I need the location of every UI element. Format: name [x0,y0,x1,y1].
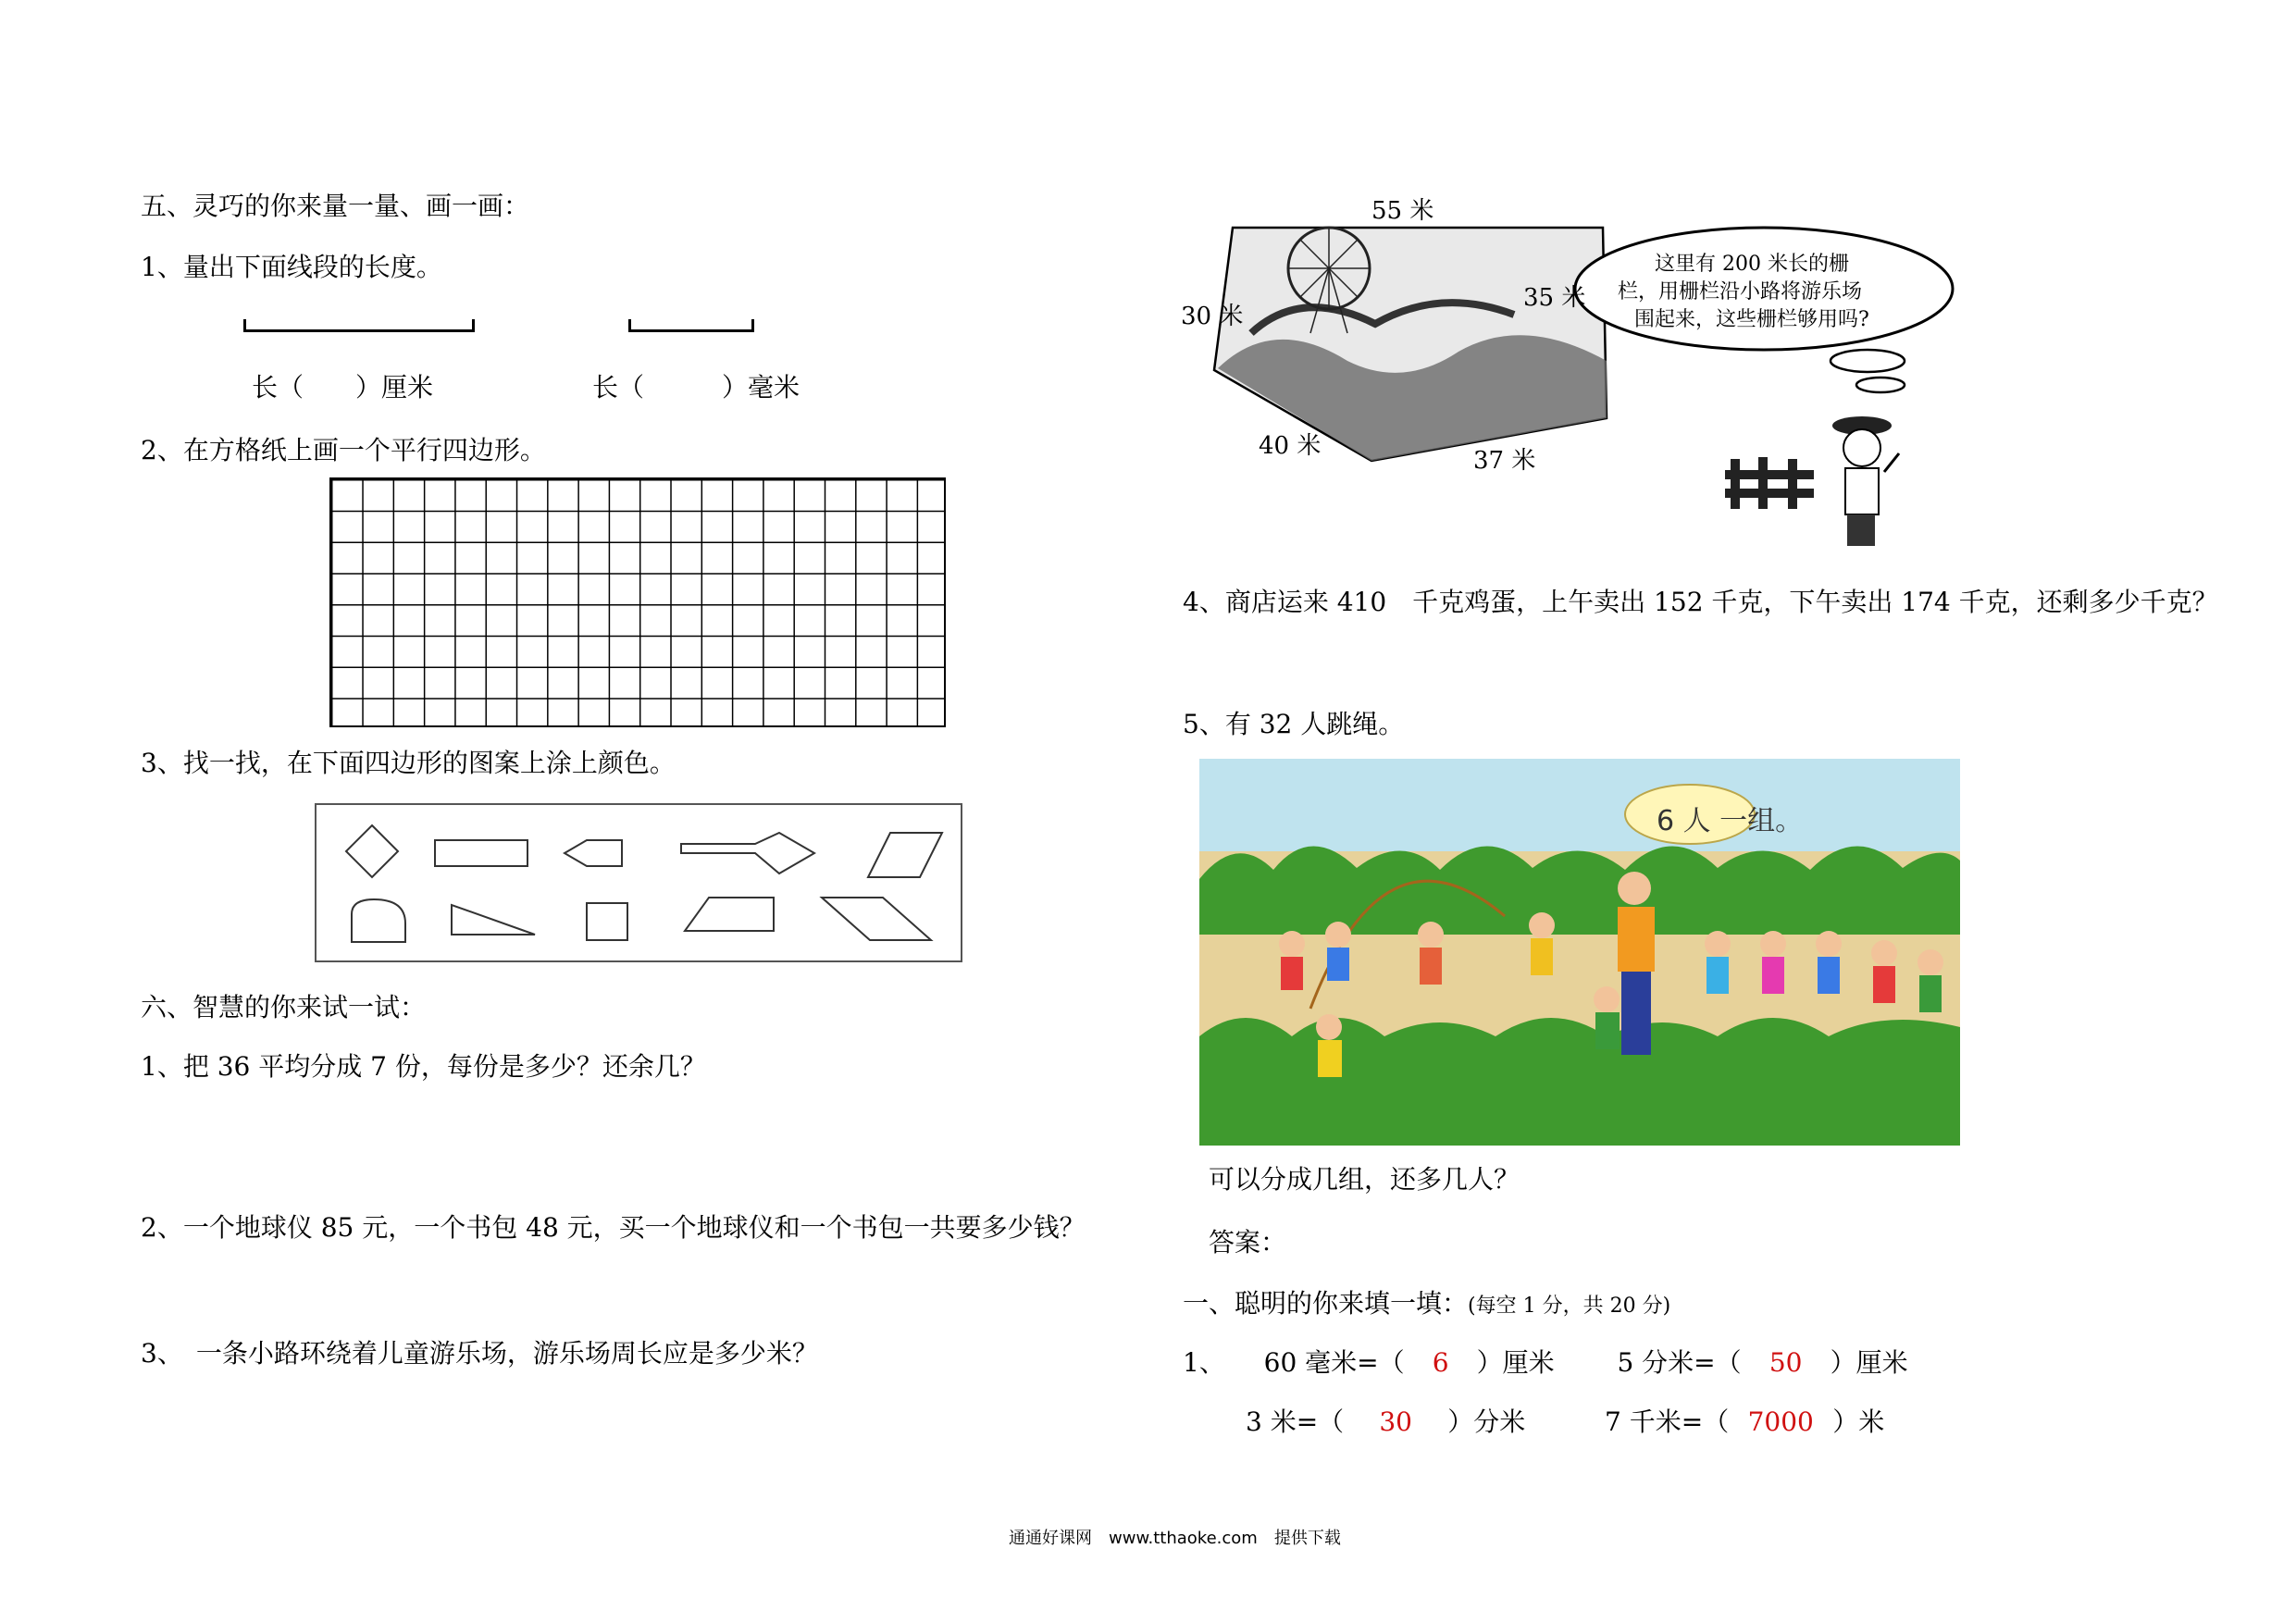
answer-1c-post: ）分米 [1447,1406,1526,1437]
shape-rhombus [346,825,398,877]
shape-arch [352,899,405,942]
question-3: 3、找一找，在下面四边形的图案上涂上颜色。 [141,748,676,778]
park-drawing [1162,176,1977,546]
problem-1: 1、把 36 平均分成 7 份，每份是多少？还余几？ [141,1051,706,1082]
answer-1a-pre: 60 毫米=（ [1263,1347,1405,1378]
answer-1a-post: ）厘米 [1476,1347,1555,1378]
answer-section-1-title [1183,1288,1670,1322]
length-cm-label: 长（ ）厘米 [252,372,434,403]
segment-cm [244,329,474,332]
bubble-line-2: 栏，用栅栏沿小路将游乐场 [1618,280,1863,304]
answer-section-1-note: (每空 1 分，共 20 分) [1468,1295,1671,1318]
answer-1d-value: 7000 [1747,1406,1814,1437]
answer-section-1-title-text: 一、聪明的你来填一填： [1183,1288,1469,1319]
dim-right: 35 米 [1523,284,1586,312]
shapes-drawing [316,805,964,964]
dim-bottom-left: 40 米 [1259,432,1322,460]
answer-1d-pre: 7 千米=（ [1605,1406,1730,1437]
shape-trapezoid [685,898,774,931]
scene-drawing [1199,759,1960,1146]
shape-right-triangle [452,905,535,935]
problem-2: 2、一个地球仪 85 元，一个书包 48 元，买一个地球仪和一个书包一共要多少钱？ [141,1212,1086,1243]
answer-1a-value: 6 [1432,1347,1449,1378]
shape-rectangle [435,840,527,866]
jump-rope-scene [1199,759,1960,1146]
answer-1-row-1 [1183,1347,1908,1379]
answer-1b-pre: 5 分米=（ [1617,1347,1742,1378]
shape-parallelogram-2 [822,898,931,940]
answer-label: 答案： [1209,1227,1287,1258]
amusement-park-illustration [1162,176,1977,546]
scene-bubble-text: 6 人 一组。 [1657,805,1804,837]
square-grid-paper[interactable] [329,477,946,727]
problem-5-question: 可以分成几组，还多几人？ [1209,1164,1520,1195]
problem-4: 4、商店运来 410 千克鸡蛋，上午卖出 152 千克，下午卖出 174 千克，还剩多少千克？ [1183,587,2218,617]
bubble-line-1: 这里有 200 米长的栅 [1655,253,1849,276]
dim-bottom-right: 37 米 [1473,447,1536,475]
footer: 通通好课网 www.tthaoke.com 提供下载 [1009,1529,1341,1548]
shapes-panel [315,803,962,962]
answer-1c-value: 30 [1379,1406,1412,1437]
answer-1d-post: ）米 [1832,1406,1885,1437]
fence [1725,457,1814,509]
length-mm-label: 长（ ）毫米 [592,372,800,403]
answer-1-number: 1、 [1183,1347,1225,1378]
shape-arrow [681,833,814,873]
answer-1b-post: ）厘米 [1830,1347,1908,1378]
answer-1b-value: 50 [1769,1347,1803,1378]
shape-square [587,903,627,940]
answer-1-row-2 [1246,1406,1884,1438]
bubble-line-3: 围起来，这些栅栏够用吗? [1634,308,1869,331]
question-2: 2、在方格纸上画一个平行四边形。 [141,435,546,465]
dim-top: 55 米 [1371,197,1434,225]
boy-figure [1832,416,1899,546]
question-1: 1、量出下面线段的长度。 [141,252,442,282]
section-5-title: 五、灵巧的你来量一量、画一画： [141,191,530,221]
shape-parallelogram-1 [868,833,942,877]
problem-3: 3、 一条小路环绕着儿童游乐场，游乐场周长应是多少米？ [141,1338,818,1369]
answer-1c-pre: 3 米=（ [1246,1406,1345,1437]
segment-mm [629,329,753,332]
dim-left: 30 米 [1181,303,1244,330]
section-6-title: 六、智慧的你来试一试： [141,992,427,1022]
shape-pentagon-arrow [565,840,622,866]
problem-5: 5、有 32 人跳绳。 [1183,709,1405,739]
